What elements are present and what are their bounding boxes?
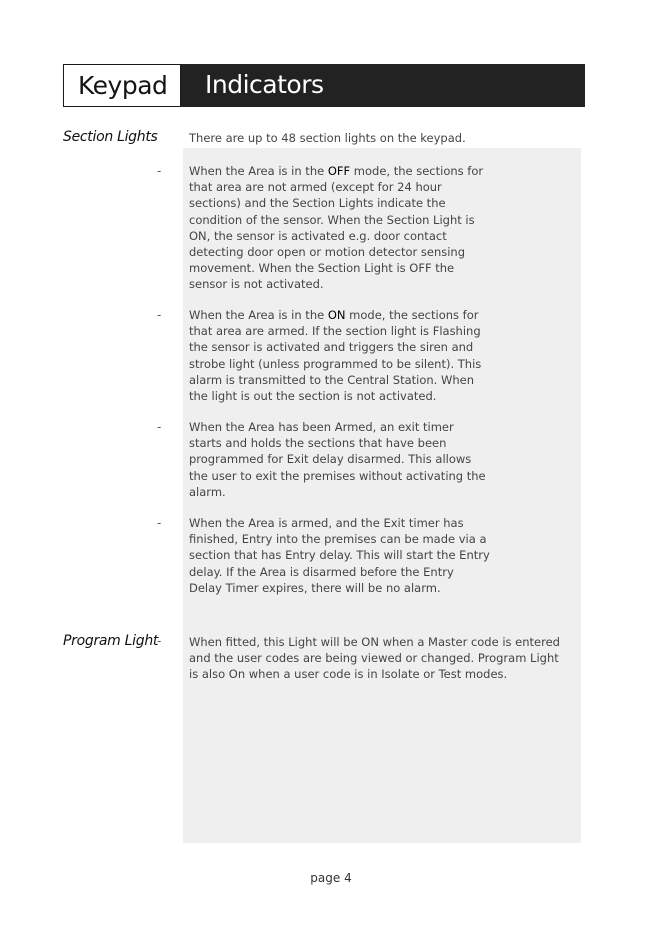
section-item-paragraph (189, 163, 483, 293)
section-lights-intro: There are up to 48 section lights on the keypad. (189, 131, 466, 145)
paragraph-line: is also On when a user code is in Isolate or Test modes. (189, 667, 508, 682)
paragraph-line: When the Area is armed, and the Exit timer has (189, 516, 464, 530)
paragraph-line: section that has Entry delay. This will start the Entry (189, 548, 490, 563)
program-light-paragraph (189, 634, 560, 683)
section-item-marker: - (157, 164, 162, 178)
paragraph-line: When fitted, this Light will be ON when a Master code is entered (189, 635, 560, 649)
paragraph-line (189, 164, 483, 178)
mode-keyword: ON (327, 308, 346, 322)
indicators-title: Indicators (205, 70, 324, 99)
section-item-paragraph (189, 307, 481, 404)
program-light-label: Program Light (63, 633, 159, 649)
paragraph-line: strobe light (unless programmed to be silent). This (189, 356, 482, 371)
section-item-paragraph (189, 515, 490, 596)
line-segment: When the Area is in the (189, 164, 328, 178)
page-number: page 4 (310, 871, 352, 885)
paragraph-line: detecting door open or motion detector sensing (189, 245, 466, 260)
keypad-title-box (63, 64, 181, 107)
paragraph-line: the light is out the section is not activated. (189, 389, 437, 404)
indicators-title-bar (181, 64, 585, 107)
line-segment: mode, the sections for (350, 164, 484, 178)
paragraph-line: ON, the sensor is activated e.g. door contact (189, 228, 447, 243)
line-segment: mode, the sections for (345, 308, 479, 322)
paragraph-line: sensor is not activated. (189, 277, 324, 292)
section-item-marker: - (157, 308, 162, 322)
paragraph-line: When the Area has been Armed, an exit timer (189, 420, 454, 434)
section-lights-label: Section Lights (63, 129, 158, 145)
paragraph-line: the sensor is activated and triggers the siren and (189, 340, 474, 355)
paragraph-line: starts and holds the sections that have been (189, 436, 447, 451)
paragraph-line: Delay Timer expires, there will be no alarm. (189, 580, 441, 595)
paragraph-line: sections) and the Section Lights indicate the (189, 196, 446, 211)
paragraph-line: alarm is transmitted to the Central Station. When (189, 372, 475, 387)
paragraph-line (189, 308, 479, 322)
paragraph-line: the user to exit the premises without activating the (189, 468, 486, 483)
paragraph-line: finished, Entry into the premises can be made via a (189, 532, 487, 547)
section-item-paragraph (189, 419, 486, 500)
paragraph-line: that area are armed. If the section light is Flashing (189, 324, 481, 339)
section-item-marker: - (157, 420, 162, 434)
paragraph-line: and the user codes are being viewed or changed. Program Light (189, 651, 559, 666)
paragraph-line: delay. If the Area is disarmed before the Entry (189, 564, 454, 579)
keypad-title: Keypad (78, 71, 168, 100)
paragraph-line: condition of the sensor. When the Section Light is (189, 212, 475, 227)
paragraph-line: programmed for Exit delay disarmed. This allows (189, 452, 472, 467)
program-light-marker: - (157, 634, 162, 648)
paragraph-line: that area are not armed (except for 24 hour (189, 180, 442, 195)
paragraph-line: movement. When the Section Light is OFF the (189, 261, 455, 276)
line-segment: When the Area is in the (189, 308, 328, 322)
mode-keyword: OFF (327, 164, 351, 178)
section-item-marker: - (157, 516, 162, 530)
paragraph-line: alarm. (189, 484, 226, 499)
